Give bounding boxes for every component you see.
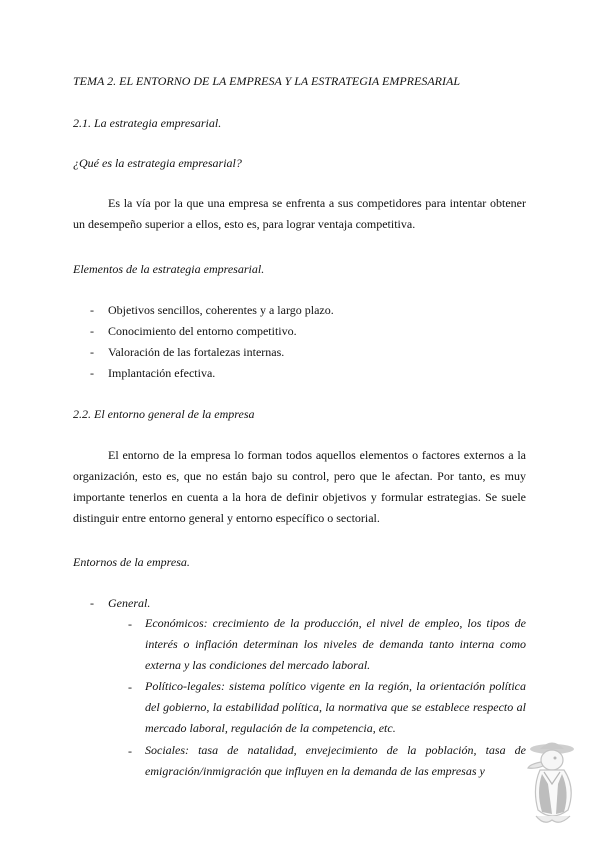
list-bullet: -	[128, 744, 132, 758]
list-bullet: -	[128, 680, 132, 694]
general-label: General.	[108, 596, 151, 610]
list-item: Implantación efectiva.	[108, 366, 216, 380]
section-heading-2-1: 2.1. La estrategia empresarial.	[73, 116, 222, 130]
list-item-politico-legales: Político-legales: sistema político vigente en la región, la orientación política del gobierno, la estabilidad política, la normativa que se establece respecto al mercado laboral, regulación de la competencia, etc.	[145, 679, 526, 735]
list-bullet: -	[90, 345, 94, 359]
environment-paragraph: El entorno de la empresa lo forman todos aquellos elementos o factores externos a la organización, esto es, que no están bajo su control, pero que le afectan. Por tanto, es muy importante tenerlos en cuenta a la hora de definir objetivos y formular estrategias. Se suele distinguir entre entorno general y entorno específico o sectorial.	[73, 448, 526, 525]
list-item-sociales: Sociales: tasa de natalidad, envejecimiento de la población, tasa de emigración/inmigración que influyen en la demanda de las empresas y	[145, 743, 526, 778]
list-bullet: -	[90, 324, 94, 338]
list-item: Valoración de las fortalezas internas.	[108, 345, 285, 359]
elements-heading: Elementos de la estrategia empresarial.	[73, 262, 265, 276]
list-item-economicos: Económicos: crecimiento de la producción, el nivel de empleo, los tipos de interés o inflación determinan los niveles de demanda tanto interna como externa y las condiciones del mercado laboral.	[145, 616, 526, 672]
list-bullet: -	[128, 617, 132, 631]
section-heading-2-2: 2.2. El entorno general de la empresa	[73, 407, 255, 421]
strategy-definition-paragraph: Es la vía por la que una empresa se enfrenta a sus competidores para intentar obtener un desempeño superior a ellos, esto es, para lograr ventaja competitiva.	[73, 196, 526, 231]
duck-mascot-watermark	[522, 740, 592, 830]
list-bullet: -	[90, 596, 94, 610]
list-bullet: -	[90, 303, 94, 317]
question-heading: ¿Qué es la estrategia empresarial?	[73, 156, 242, 170]
list-item: Objetivos sencillos, coherentes y a largo plazo.	[108, 303, 334, 317]
list-bullet: -	[90, 366, 94, 380]
list-item: Conocimiento del entorno competitivo.	[108, 324, 297, 338]
entornos-heading: Entornos de la empresa.	[73, 555, 190, 569]
document-title: TEMA 2. EL ENTORNO DE LA EMPRESA Y LA ESTRATEGIA EMPRESARIAL	[73, 74, 461, 88]
